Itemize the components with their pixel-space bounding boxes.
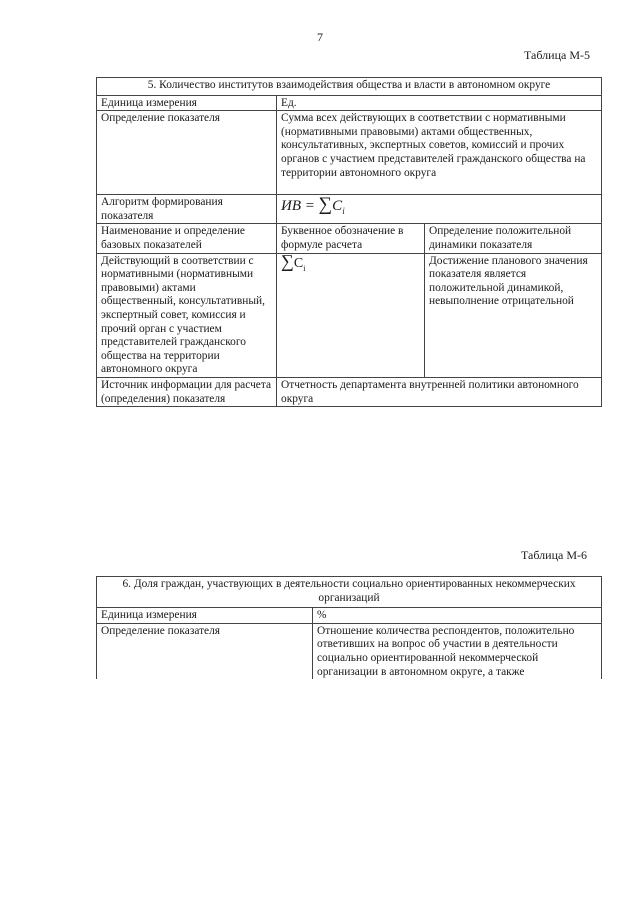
sigma-icon: ∑ [281,250,294,271]
table-row [97,608,602,624]
source-label: Источник информации для расчета (определения) показателя [97,377,277,406]
unit-label: Единица измерения [97,608,313,624]
definition-value: Отношение количества респондентов, положительно ответивших на вопрос об участии в деятельности социально ориентированной некоммерческой организации в автономном округе, а также [313,623,602,679]
letter-header: Буквенное обозначение в формуле расчета [277,224,425,253]
table-m6-title: 6. Доля граждан, участвующих в деятельности социально ориентированных некоммерческих организаций [97,577,602,608]
table-m5-caption: Таблица М-5 [524,48,590,62]
table-row [97,577,602,608]
table-m6 [96,576,602,679]
definition-label: Определение показателя [97,623,313,679]
table-m5 [96,77,602,407]
table-row [97,377,602,406]
table-row [97,253,602,377]
table-m6-caption: Таблица М-6 [521,548,587,562]
dynamics-header: Определение положительной динамики показателя [425,224,602,253]
definition-label: Определение показателя [97,111,277,195]
table-row [97,224,602,253]
table-m5-title: 5. Количество институтов взаимодействия общества и власти в автономном округе [97,78,602,96]
algorithm-label: Алгоритм формирования показателя [97,195,277,224]
formula-sub: i [342,206,345,217]
table-row [97,195,602,224]
table-row [97,623,602,679]
unit-value: % [313,608,602,624]
unit-value: Ед. [277,95,602,111]
formula [277,195,602,224]
base-header: Наименование и определение базовых показателей [97,224,277,253]
base-value: Действующий в соответствии с нормативными (нормативными правовыми) актами общественный, консультативный, экспертный совет, комиссия и прочий орган с участием представителей гражданского общества на территории автономного округа [97,253,277,377]
table-row [97,111,602,195]
formula-var: C [332,198,343,215]
dynamics-value: Достижение планового значения показателя является положительной динамикой, невыполнение отрицательной [425,253,602,377]
letter-value [277,250,425,377]
definition-value: Сумма всех действующих в соответствии с нормативными (нормативными правовыми) актами общественных, консультативных, экспертных советов, комиссий и прочих органов с участием представителей гражданского общества на территории автономного округа [277,111,602,195]
formula-lhs: ИВ [281,198,301,215]
unit-label: Единица измерения [97,95,277,111]
table-row [97,78,602,96]
source-value: Отчетность департамента внутренней политики автономного округа [277,377,602,406]
sigma-icon: ∑ [318,194,333,216]
letter-var: C [293,255,304,271]
formula-eq: = [304,198,315,215]
table-row [97,95,602,111]
letter-sub: i [303,263,306,273]
page-number: 7 [317,30,323,44]
